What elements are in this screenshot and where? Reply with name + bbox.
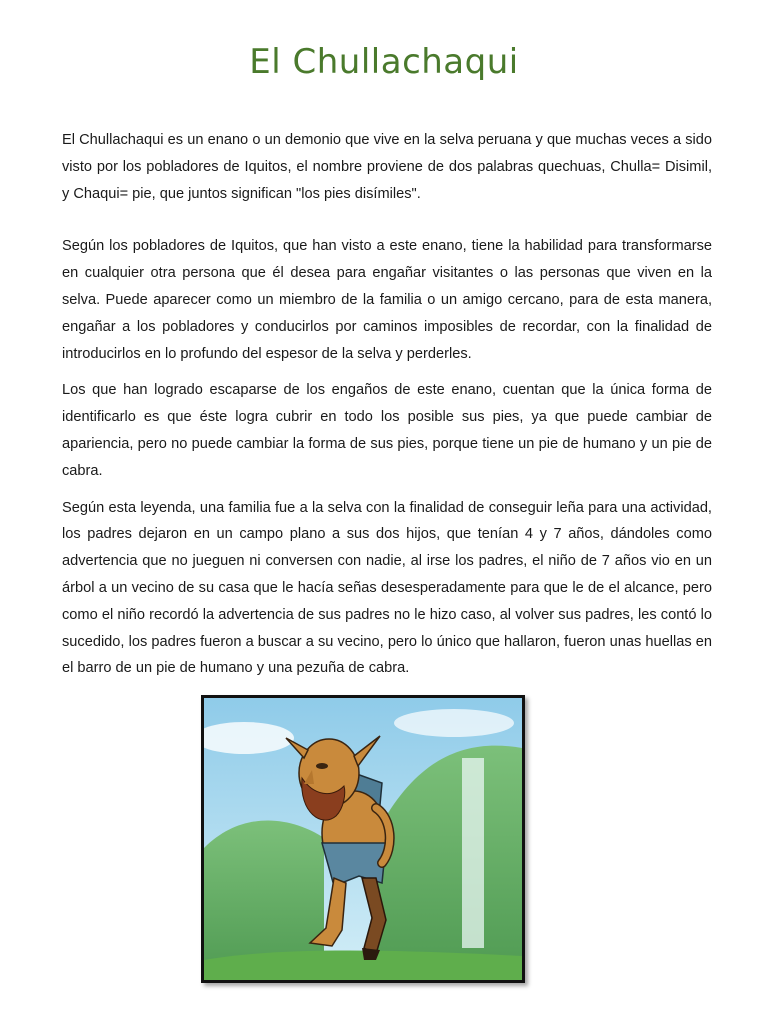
- document-body: [62, 127, 712, 692]
- paragraph-identification: Los que han logrado escaparse de los engaños de este enano, cuentan que la única forma de identificarlo es que éste logra cubrir en todo los posible sus pies, ya que puede cambiar de apariencia, pero no puede cambiar la forma de sus pies, porque tiene un pie de humano y un pie de cabra.: [62, 382, 712, 479]
- waterfall: [462, 758, 484, 948]
- page-title: El Chullachaqui: [249, 42, 519, 82]
- paragraph-abilities: Según los pobladores de Iquitos, que han visto a este enano, tiene la habilidad para transformarse en cualquier otra persona que él desea para engañar visitantes o las personas que viven en la selva. Puede aparecer como un miembro de la familia o un amigo cercano, para de esta manera, engañar a los pobladores y conducirlos por caminos imposibles de recordar, con la finalidad de introducirlos en lo profundo del espesor de la selva y perderles.: [62, 238, 712, 362]
- chullachaqui-drawing: [204, 698, 522, 980]
- chullachaqui-illustration: [201, 695, 525, 983]
- paragraph-legend: Según esta leyenda, una familia fue a la selva con la finalidad de conseguir leña para una actividad, los padres dejaron en un campo plano a sus dos hijos, que tenían 4 y 7 años, dándoles como advertencia que no jueguen ni conversen con nadie, al irse los padres, el niño de 7 años vio en un árbol a un vecino de su casa que le hacía señas desesperadamente para que le de el alcance, pero como el niño recordó la advertencia de sus padres no le hizo caso, al volver sus padres, les contó lo sucedido, los padres fueron a buscar a su vecino, pero lo único que hallaron, fueron unas huellas en el barro de un pie de humano y una pezuña de cabra.: [62, 499, 712, 677]
- grass-ground: [204, 951, 522, 981]
- paragraph-intro: El Chullachaqui es un enano o un demonio que vive en la selva peruana y que muchas veces a sido visto por los pobladores de Iquitos, el nombre proviene de dos palabras quechuas, Chulla= Disimil, y Chaqui= pie, que juntos significan "los pies disímiles".: [62, 132, 712, 202]
- cloud: [394, 709, 514, 737]
